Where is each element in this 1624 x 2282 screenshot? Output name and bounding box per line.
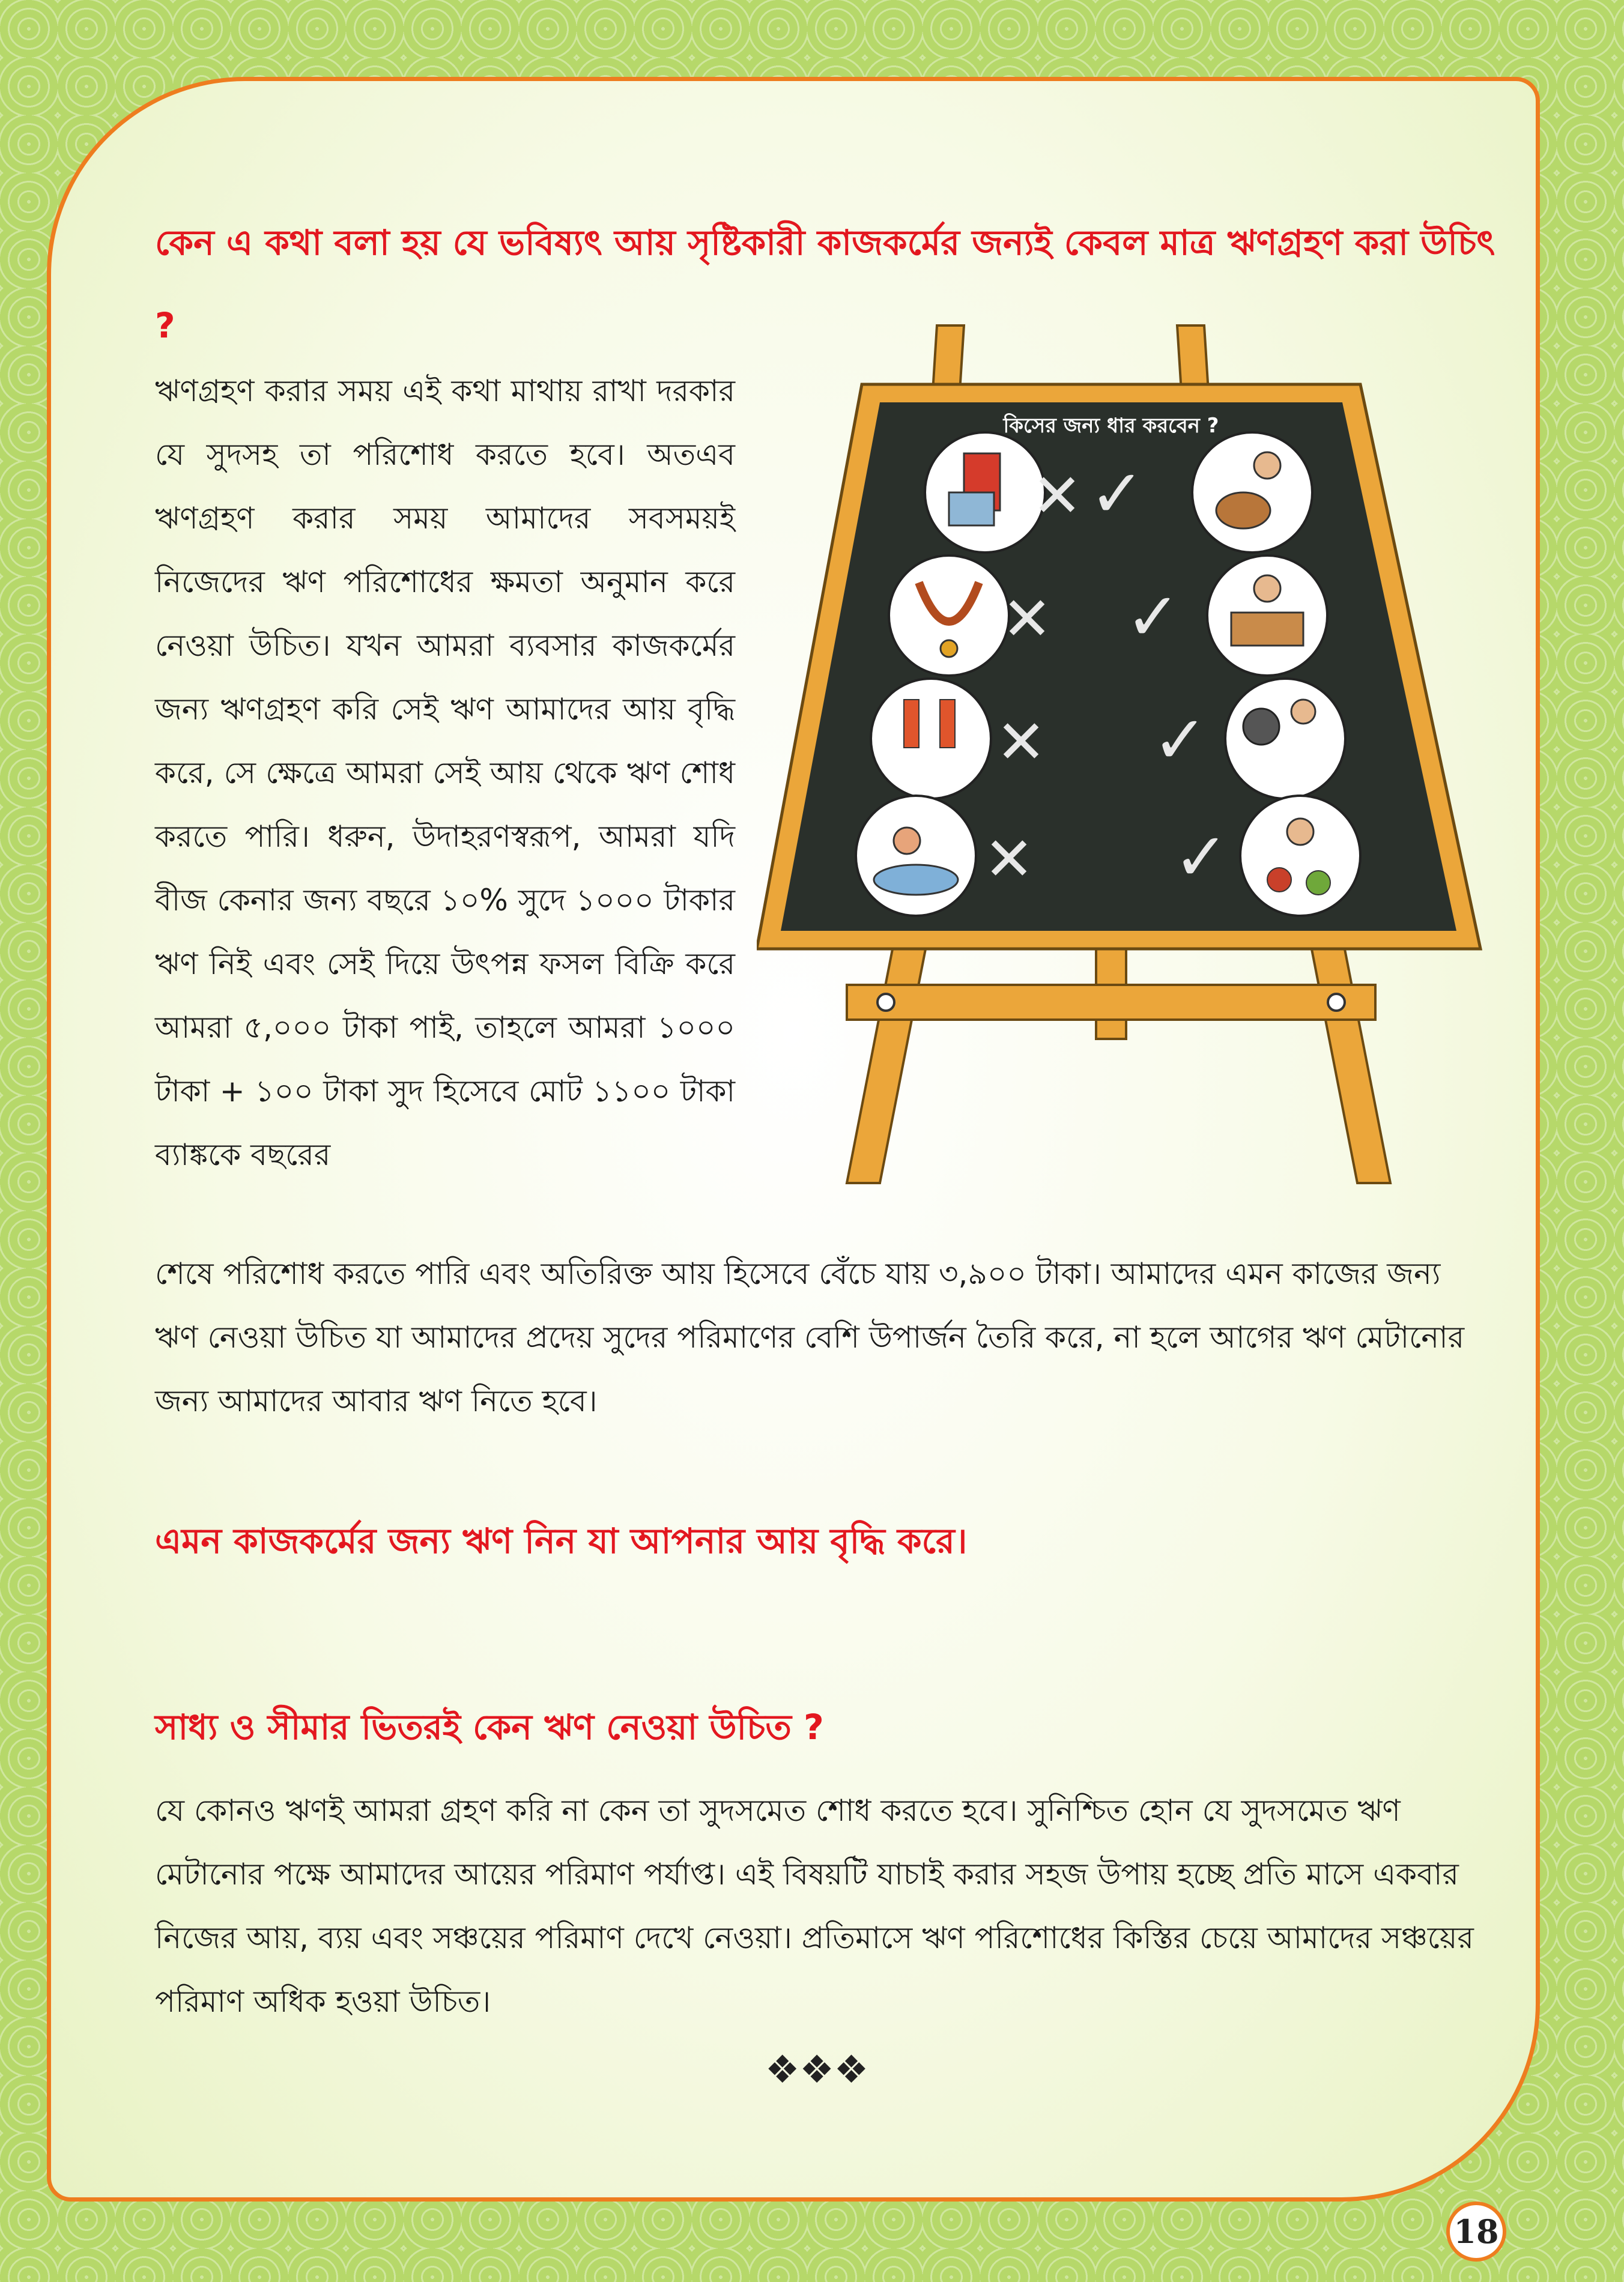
check-mark-3: ✓ — [1152, 701, 1208, 778]
board-title: কিসের জন্য ধার করবেন ? — [1003, 414, 1219, 438]
check-mark-2: ✓ — [1125, 578, 1181, 655]
easel-leg-bottom-right — [1309, 937, 1390, 1183]
potter-icon — [1192, 432, 1312, 552]
section1-paragraph-part1: ঋণগ্রহণ করার সময় এই কথা মাথায় রাখা দরকার যে সুদসহ তা পরিশোধ করতে হবে। অতএব ঋণগ্রহণ করার সময় আমাদের সবসময়ই নিজেদের ঋণ পরিশোধের ক্ষমতা অনুমান করে নেওয়া উচিত। যখন আমরা ব্যবসার কাজকর্মের জন্য ঋণগ্রহণ করি সেই ঋণ আমাদের আয় বৃদ্ধি করে, সে ক্ষেত্রে আমরা সেই আয় থেকে ঋণ শোধ করতে পারি। ধরুন, উদাহরণস্বরূপ, আমরা যদি বীজ কেনার জন্য বছরে ১০% সুদে ১০০০ টাকার ঋণ নিই এবং সেই দিয়ে উৎপন্ন ফসল বিক্রি করে আমরা ৫,০০০ টাকা পাই, তাহলে আমরা ১০০০ টাকা + ১০০ টাকা সুদ হিসেবে মোট ১১০০ টাকা ব্যাঙ্ককে বছরের — [155, 374, 735, 1172]
cross-mark-4: ✕ — [984, 824, 1034, 894]
section2-heading: সাধ্য ও সীমার ভিতরই কেন ঋণ নেওয়া উচিত ? — [155, 1707, 824, 1748]
check-mark-4: ✓ — [1173, 819, 1229, 895]
vegetable-seller-icon — [1240, 796, 1360, 916]
check-mark-1: ✓ — [1089, 455, 1145, 532]
easel-illustration — [757, 312, 1495, 1195]
easel-crossbar — [847, 985, 1375, 1020]
cross-mark-3: ✕ — [996, 707, 1046, 777]
festival-icon — [871, 679, 991, 799]
easel-leg-bottom-left — [847, 937, 928, 1183]
cross-mark-2: ✕ — [1002, 584, 1052, 654]
section2-paragraph: যে কোনও ঋণই আমরা গ্রহণ করি না কেন তা সুদসমেত শোধ করতে হবে। সুনিশ্চিত হোন যে সুদসমেত ঋণ মেটানোর পক্ষে আমাদের আয়ের পরিমাণ পর্যাপ্ত। এই বিষয়টি যাচাই করার সহজ উপায় হচ্ছে প্রতি মাসে একবার নিজের আয়, ব্যয় এবং সঞ্চয়ের পরিমাণ দেখে নেওয়া। প্রতিমাসে ঋণ পরিশোধের কিস্তির চেয়ে আমাদের সঞ্চয়ের পরিমাণ অধিক হওয়া উচিত। — [155, 1793, 1474, 2019]
cross-mark-1: ✕ — [1032, 461, 1082, 531]
ornament-divider: ❖❖❖ — [765, 2048, 869, 2092]
section1-paragraph-part2: শেষে পরিশোধ করতে পারি এবং অতিরিক্ত আয় হিসেবে বেঁচে যায় ৩,৯০০ টাকা। আমাদের এমন কাজের জন্য ঋণ নেওয়া উচিত যা আমাদের প্রদেয় সুদের পরিমাণের বেশি উপার্জন তৈরি করে, না হলে আগের ঋণ মেটানোর জন্য আমাদের আবার ঋণ নিতে হবে। — [155, 1256, 1465, 1418]
sewing-machine-icon — [1225, 679, 1345, 799]
drinking-icon — [856, 796, 976, 916]
section1-heading: কেন এ কথা বলা হয় যে ভবিষ্যৎ আয় সৃষ্টিকারী কাজকর্মের জন্যই কেবল মাত্র ঋণগ্রহণ করা উচিৎ ? — [155, 222, 1495, 346]
highlight-statement: এমন কাজকর্মের জন্য ঋণ নিন যা আপনার আয় বৃদ্ধি করে। — [155, 1521, 968, 1561]
page-number: 18 — [1446, 2202, 1506, 2262]
